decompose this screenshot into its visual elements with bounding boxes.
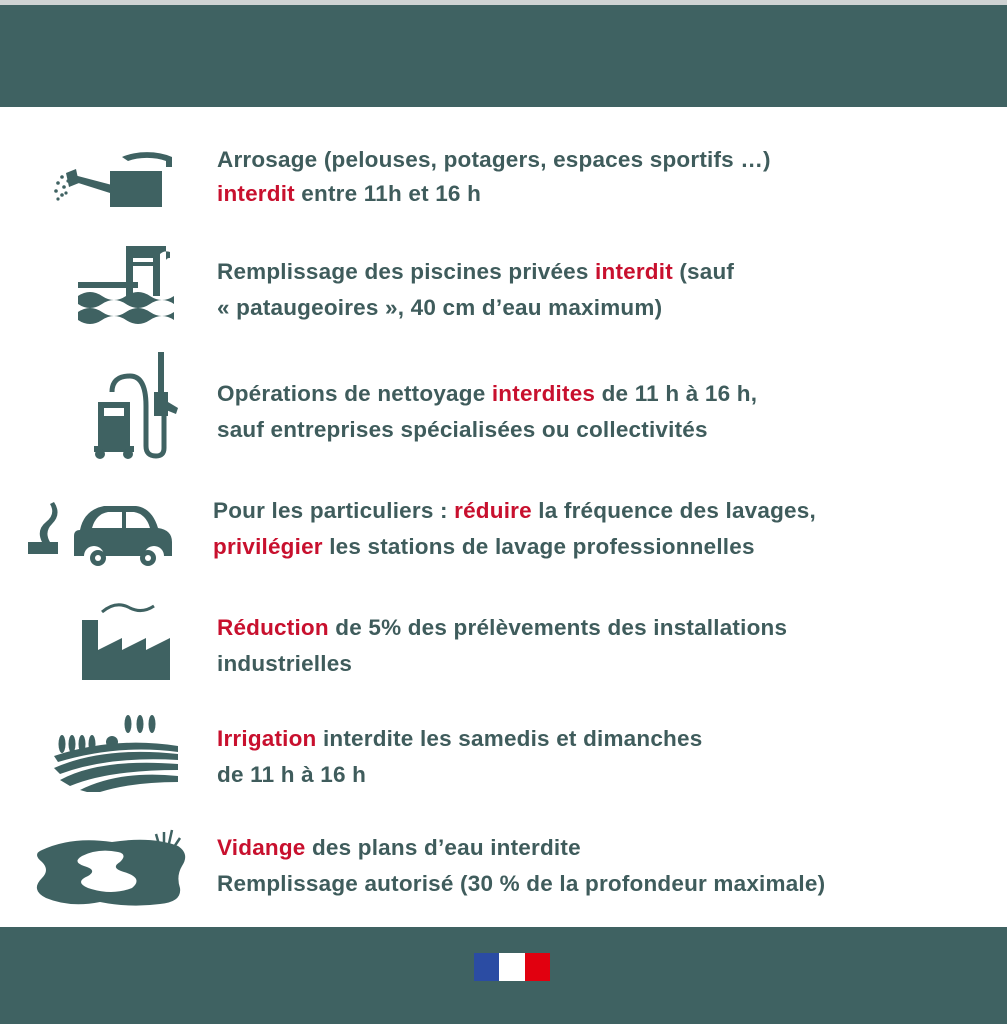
list-item xyxy=(0,704,1007,794)
item-1-line-2: entre 11h et 16 h xyxy=(294,181,482,206)
list-item xyxy=(0,818,1007,918)
list-item xyxy=(0,238,1007,328)
item-1-line-1: Arrosage (pelouses, potagers, espaces sportifs …) xyxy=(217,147,771,172)
item-7-line-2: Remplissage autorisé (30 % de la profondeur maximale) xyxy=(217,871,826,896)
item-4-line-1-pre: Pour les particuliers : xyxy=(213,498,455,523)
factory-icon xyxy=(80,600,180,682)
header-band xyxy=(0,5,1007,107)
item-7-highlight: Vidange xyxy=(217,835,306,860)
item-2-line-1-post: (sauf xyxy=(672,259,735,284)
watering-can-icon xyxy=(52,135,172,215)
list-item xyxy=(0,350,1007,460)
item-4-line-1-post: la fréquence des lavages, xyxy=(531,498,816,523)
republic-logo-icon xyxy=(474,953,550,981)
list-item xyxy=(0,596,1007,686)
fields-icon xyxy=(50,710,180,792)
car-wash-icon xyxy=(26,500,176,570)
list-item xyxy=(0,130,1007,210)
item-4-highlight-2: privilégier xyxy=(213,534,323,559)
pond-icon xyxy=(32,826,192,912)
item-1-highlight: interdit xyxy=(217,181,295,206)
item-7-line-1: des plans d’eau interdite xyxy=(305,835,581,860)
list-item xyxy=(0,490,1007,570)
item-2-line-1-pre: Remplissage des piscines privées xyxy=(217,259,596,284)
item-6-highlight: Irrigation xyxy=(217,726,317,751)
pressure-washer-icon xyxy=(88,352,188,462)
item-3-line-2: sauf entreprises spécialisées ou collectivités xyxy=(217,417,708,442)
item-2-line-2: « pataugeoires », 40 cm d’eau maximum) xyxy=(217,295,663,320)
item-4-line-2: les stations de lavage professionnelles xyxy=(322,534,755,559)
item-5-highlight: Réduction xyxy=(217,615,329,640)
item-3-line-1-pre: Opérations de nettoyage xyxy=(217,381,492,406)
item-3-line-1-post: de 11 h à 16 h, xyxy=(595,381,758,406)
item-6-line-1: interdite les samedis et dimanches xyxy=(316,726,703,751)
item-3-highlight: interdites xyxy=(491,381,596,406)
item-5-line-2: industrielles xyxy=(217,651,353,676)
swimming-pool-icon xyxy=(76,242,176,324)
item-4-highlight-1: réduire xyxy=(454,498,532,523)
item-5-line-1: de 5% des prélèvements des installations xyxy=(328,615,788,640)
item-2-highlight: interdit xyxy=(595,259,673,284)
item-6-line-2: de 11 h à 16 h xyxy=(217,762,367,787)
